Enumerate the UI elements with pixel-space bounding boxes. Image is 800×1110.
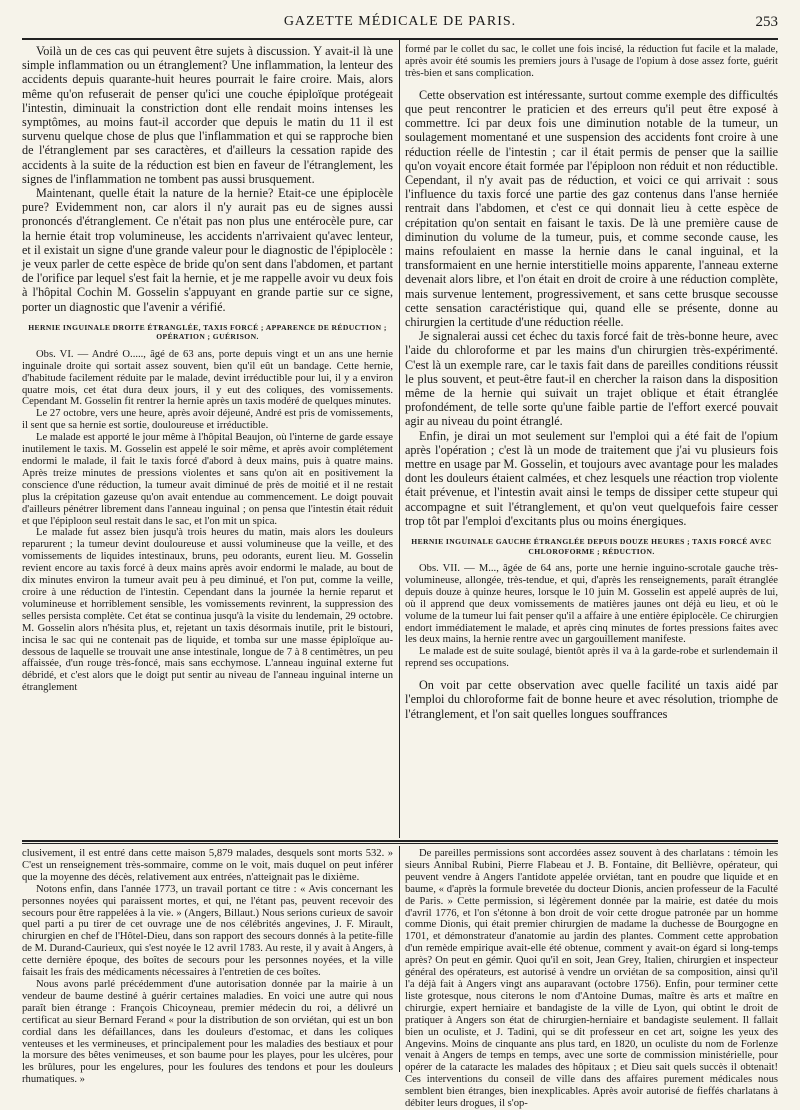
feuilleton-paragraph: De pareilles permissions sont accordées assez souvent à des charlatans : témoin les sieurs Annibal Rubini, Pierre Flabeau et J. B. Fontaine, dit Bellièvre, opérateur, qui peuvent vendre à Angers l'antidote appelée orviétan, tant en poudre que liquide et en baume, « d'après la formule brevetée du docteur Dionis, ancien professeur de la Faculté de Paris. » Cette permission, si légèrement donnée par la mairie, est datée du mois d'avril 1776, et l'on s'étonne à bon droit de voir cette drogue patronée par un homme comme Dionis, qui était premier chirurgien de madame la duchesse de Bourgogne en 1701, et démonstrateur d'anatomie au jardin des plantes. Comment cette approbation d'un remède empirique avait-elle été obtenue, comment y avait-on égard si long-temps après? On peut en gémir. Quoi qu'il en soit, Jean Grey, Italien, chirurgien et inspecteur général des opérateurs, est autorisé à vendre un orviétan de sa composition, ainsi qu'il l'a déjà fait à Angers vingt ans auparavant (octobre 1756). Enfin, pour terminer cette liste grotesque, nous citerons le nom d'Antoine Dumas, maître ès arts et maître en chirurgie, expert herniaire et bandagiste de la ville de Lyon, qui obtint le droit de pratiquer à Angers son état de chirurgien-herniaire et bandagiste seulement. Il fallait bien un oculiste, et J. Tadini, qui se dit professeur en cet art, soigne les yeux des Angevins. Moins de cinquante ans plus tard, en 1820, un oculiste du nom de Forlenze venait à Angers de temps en temps, avec une sorte de commission ministérielle, pour opérer de la cataracte les malades des hôpitaux ; et Dieu sait quels succès il obtenait! Ces interventions du conseil de ville dans des affaires purement médicales nous semblent bien étranges, bien inexplicables. Après avoir autorisé de fieffés charlatans à débiter leurs drogues, il s'op-	[405, 848, 778, 1110]
right-column	[405, 44, 778, 838]
observation-paragraph: Obs. VII. — M..., âgée de 64 ans, porte une hernie inguino-scrotale gauche très-volumineuse, allongée, très-tendue, et qui, d'après les renseignements, paraît étranglée depuis douze à quinze heures, lorsque le 10 juin M. Gosselin est appelé auprès de lui, où il apprend que deux vomissements de matières jaunes ont déjà eu lieu, et où le volume de la tumeur lui fait penser qu'il a affaire à une entière épiplocèle. Ce chirurgien endort immédiatement le malade, et après cinq minutes de fortes pressions faites avec les deux mains, la hernie rentre avec un gargouillement manifeste.	[405, 563, 778, 646]
observation-paragraph: Le malade fut assez bien jusqu'à trois heures du matin, mais alors les douleurs reparurent ; la tumeur devint douloureuse et aussi volumineuse que la veille, et des vomissements de liquides intestinaux, bruns, peu odorants, eurent lieu. M. Gosselin revient encore au taxis forcé à deux mains après avoir endormi le malade, au bout de dix minutes environ la tumeur avait peu à peu diminué, et l'on put, comme la veille, croire à une réduction de l'intestin. Cependant dans la journée la hernie reparut et volumineuse et horriblement sensible, les vomissements revinrent, la suppression des selles persista complète. Cet état se continua jusqu'à la visite du lendemain, 29 octobre. M. Gosselin alors n'hésita plus, et, rejetant un taxis désormais inutile, prit le bistouri, incisa le sac qui ne contenait pas de liquide, et tomba sur une masse épiploïque au-dessous de laquelle se trouvait une anse intestinale, longue de 7 à 8 centimètres, un peu affaissée, d'un rouge très-foncé, mais sans ecchymose. L'anneau inguinal externe fut débridé, et c'est alors que le doigt put sentir au niveau de l'anneau inguinal interne un étranglement	[22, 527, 393, 694]
observation-paragraph: Le malade est de suite soulagé, bientôt après il va à la garde-robe et surlendemain il reprend ses occupations.	[405, 646, 778, 670]
header-rule	[22, 38, 778, 40]
feuilleton-paragraph: clusivement, il est entré dans cette maison 5,879 malades, desquels sont morts 532. » C'est un renseignement très-sommaire, comme on le voit, mais duquel on peut inférer que la moyenne des décès, relativement aux entrées, n'atteignait pas le dixième.	[22, 848, 393, 883]
paragraph: Enfin, je dirai un mot seulement sur l'emploi qui a été fait de l'opium après l'opération ; c'est là un mode de traitement que j'ai vu plusieurs fois mettre en usage par M. Gosselin, et toujours avec avantage pour les malades dont les douleurs étaient calmées, et chez lesquels une réaction trop violente était prévenue, et l'intestin avait ainsi le temps de dissiper cette stupeur qui accompagne et suit l'étranglement, et qu'on veut quelquefois faire cesser trop tôt par l'emploi d'excitants plus ou moins énergiques.	[405, 428, 778, 528]
feuilleton-paragraph: Notons enfin, dans l'année 1773, un travail portant ce titre : « Avis concernant les personnes noyées qui paraissent mortes, et qui, ne l'étant pas, peuvent recevoir des secours pour être rappelées à la vie. » (Angers, Billaut.) Nous serions curieux de savoir quel parti a pu tirer de cet ouvrage une de nos célébrités angevines, J. F. Mirault, chirurgien en chef de l'Hôtel-Dieu, dans son rapport des secours donnés à la petite-fille de M. Durand-Caurieux, qui s'est noyée le 12 avril 1783. Au reste, il y avait à Angers, à cette dernière époque, des boîtes de secours pour les personnes noyées, et la ville faisait les frais des médicaments nécessaires à l'entretien de ces boîtes.	[22, 883, 393, 979]
journal-title: GAZETTE MÉDICALE DE PARIS.	[283, 14, 517, 29]
feuilleton-left-column	[22, 848, 393, 1086]
observation-paragraph: Obs. VI. — André O....., âgé de 63 ans, porte depuis vingt et un ans une hernie inguinale droite qui sortait assez souvent, bien qu'il eût un bandage. Cette hernie, d'habitude facilement réduite par le malade, devint irréductible pour lui, il y a environ quatre mois, cet état dura deux jours, il y eut des coliques, des vomissements. Cependant M. Gosselin fit rentrer la hernie après un taxis modéré de quelques minutes.	[22, 348, 393, 408]
page-header	[22, 14, 778, 32]
observation-paragraph: Le malade est apporté le jour même à l'hôpital Beaujon, où l'interne de garde essaye inutilement le taxis. M. Gosselin est appelé le soir même, et après avoir complétement endormi le malade, il fait le taxis forcé d'abord à deux mains, puis à quatre mains. Après treize minutes de pressions violentes et sans qu'on ait en positivement la conscience d'une réduction, la tumeur avait diminué de près de moitié et il ne restait plus la crépitation gazeuse qu'on avait entendue au commencement. Le doigt pouvait d'ailleurs pénétrer librement dans l'anneau inguinal ; on pensa que l'intestin était réduit et que l'épiploon seul restait dans le sac, et l'on mit un spica.	[22, 432, 393, 527]
paragraph: Voilà un de ces cas qui peuvent être sujets à discussion. Y avait-il là une simple inflammation ou un étranglement? Une inflammation, la lenteur des accidents depuis quarante-huit heures pourrait le faire croire. Mais, alors même qu'on refuserait de penser qu'ici une couche épiploïque protégeait l'intestin, diminuait la constriction dont elle rendait moins intenses les symptômes, au moins faut-il accorder que depuis le matin du 11 il est survenu quelque chose de plus que l'inflammation et qui se rapproche bien de l'étranglement par ses caractères, et d'ailleurs la cessation rapide des accidents à la suite de la réduction est bien en faveur de l'étranglement, les signes de l'inflammation ne tombent pas aussi brusquement.	[22, 44, 393, 186]
page-number: 253	[755, 14, 778, 30]
paragraph: Maintenant, quelle était la nature de la hernie? Etait-ce une épiplocèle pure? Evidemment non, car alors il n'y aurait pas eu de signes aussi prononcés d'étranglement. Ce n'était pas non plus une entérocèle pure, car la hernie était trop volumineuse, les accidents n'arrivaient qu'avec lenteur, et il existait un signe d'une grande valeur pour le diagnostic de l'épiplocèle : je veux parler de cette espèce de bride qu'on sent dans l'abdomen, et partant de l'orifice par lequel s'est fait la hernie, et je me rappelle avoir vu deux fois à l'hôpital Cochin M. Gosselin s'appuyant en grande partie sur ce signe, porter un diagnostic que l'avenir a vérifié.	[22, 186, 393, 314]
observation-paragraph: Le 27 octobre, vers une heure, après avoir déjeuné, André est pris de vomissements, il sent que sa hernie est sortie, douloureuse et irréductible.	[22, 408, 393, 432]
column-divider-top	[399, 40, 400, 838]
paragraph: Cette observation est intéressante, surtout comme exemple des difficultés que peut rencontrer le praticien et des erreurs qu'il peut être exposé à commettre. Ici par deux fois une diminution notable de la tumeur, un soulagement momentané et une suspension des accidents font croire à une réduction réelle de l'intestin ; car il était permis de penser que la saillie qu'on voyait encore était formée par l'épiploon non réduit et non réductible. Cependant, il n'y avait pas de réduction, et voici ce qui arrivait : sous l'influence du taxis forcé une partie des gaz contenus dans l'anse herniée rentrait dans l'abdomen, et c'est ce qui donnait lieu à cette espèce de crépitation qu'on sentait en faisant le taxis. De là une première cause de diminution du volume de la tumeur, puis, et comme seconde cause, les mains refoulaient en masse la hernie dans le canal inguinal, et la transformaient en une hernie interstitielle moins apparente, l'anneau externe devenait alors libre, et l'on était en droit de croire à une réduction complète, mais survenue lentement, progressivement, et sans cette brusque secousse cette sensation caractéristique qui, quand elle se présente, donne au chirurgien la certitude d'une réduction réelle.	[405, 87, 778, 329]
left-column	[22, 44, 393, 838]
feuilleton-right-column	[405, 848, 778, 1110]
section-heading: HERNIE INGUINALE GAUCHE ÉTRANGLÉE DEPUIS DOUZE HEURES ; TAXIS FORCÉ AVEC CHLOROFORME ; RÉDUCTION.	[411, 537, 772, 556]
feuilleton-rule-2	[22, 843, 778, 844]
feuilleton-paragraph: Nous avons parlé précédemment d'une autorisation donnée par la mairie à un vendeur de baume destiné à guérir certaines maladies. En voici une autre qui nous paraît bien étrange : François Chicoyneau, premier médecin du roi, a délivré un certificat au sieur Bernard Ferand « pour la distribution de son orviétan, qui est un bon cordial dans les défaillances, dans les douleurs d'estomac, et dans les coliques venteuses et les vermineuses, et principalement pour les maladies des bestiaux et pour la morsure des bêtes venimeuses, et son baume pour les playes, pour les ulcères, pour les brûlures, pour les engelures, pour les foulures des tendons et pour les douleurs rhumatiques. »	[22, 978, 393, 1086]
feuilleton-rule	[22, 840, 778, 842]
paragraph: Je signalerai aussi cet échec du taxis forcé fait de très-bonne heure, avec l'aide du chloroforme et par les mains d'un chirurgien très-expérimenté. C'est là un exemple rare, car le taxis fait dans de pareilles conditions réussit le plus souvent, et peut-être faut-il en chercher la raison dans la disposition même de la hernie qui suivait un trajet oblique et était étranglée profondément, de telle sorte qu'une faible partie de l'effort exercé pouvait agir au niveau du point étranglé.	[405, 329, 778, 429]
observation-paragraph: formé par le collet du sac, le collet une fois incisé, la réduction fut facile et la malade, après avoir été soumis les premiers jours à l'usage de l'opium à dose assez forte, guérit très-bien et sans complication.	[405, 44, 778, 79]
paragraph: On voit par cette observation avec quelle facilité un taxis aidé par l'emploi du chloroforme fait de bonne heure et avec résolution, triomphe de l'étranglement, et l'on sait quelles longues souffrances	[405, 678, 778, 721]
section-heading: HERNIE INGUINALE DROITE ÉTRANGLÉE, TAXIS FORCÉ ; APPARENCE DE RÉDUCTION ; OPÉRATION ; GUÉRISON.	[28, 322, 387, 342]
column-divider-bottom	[399, 846, 400, 1072]
